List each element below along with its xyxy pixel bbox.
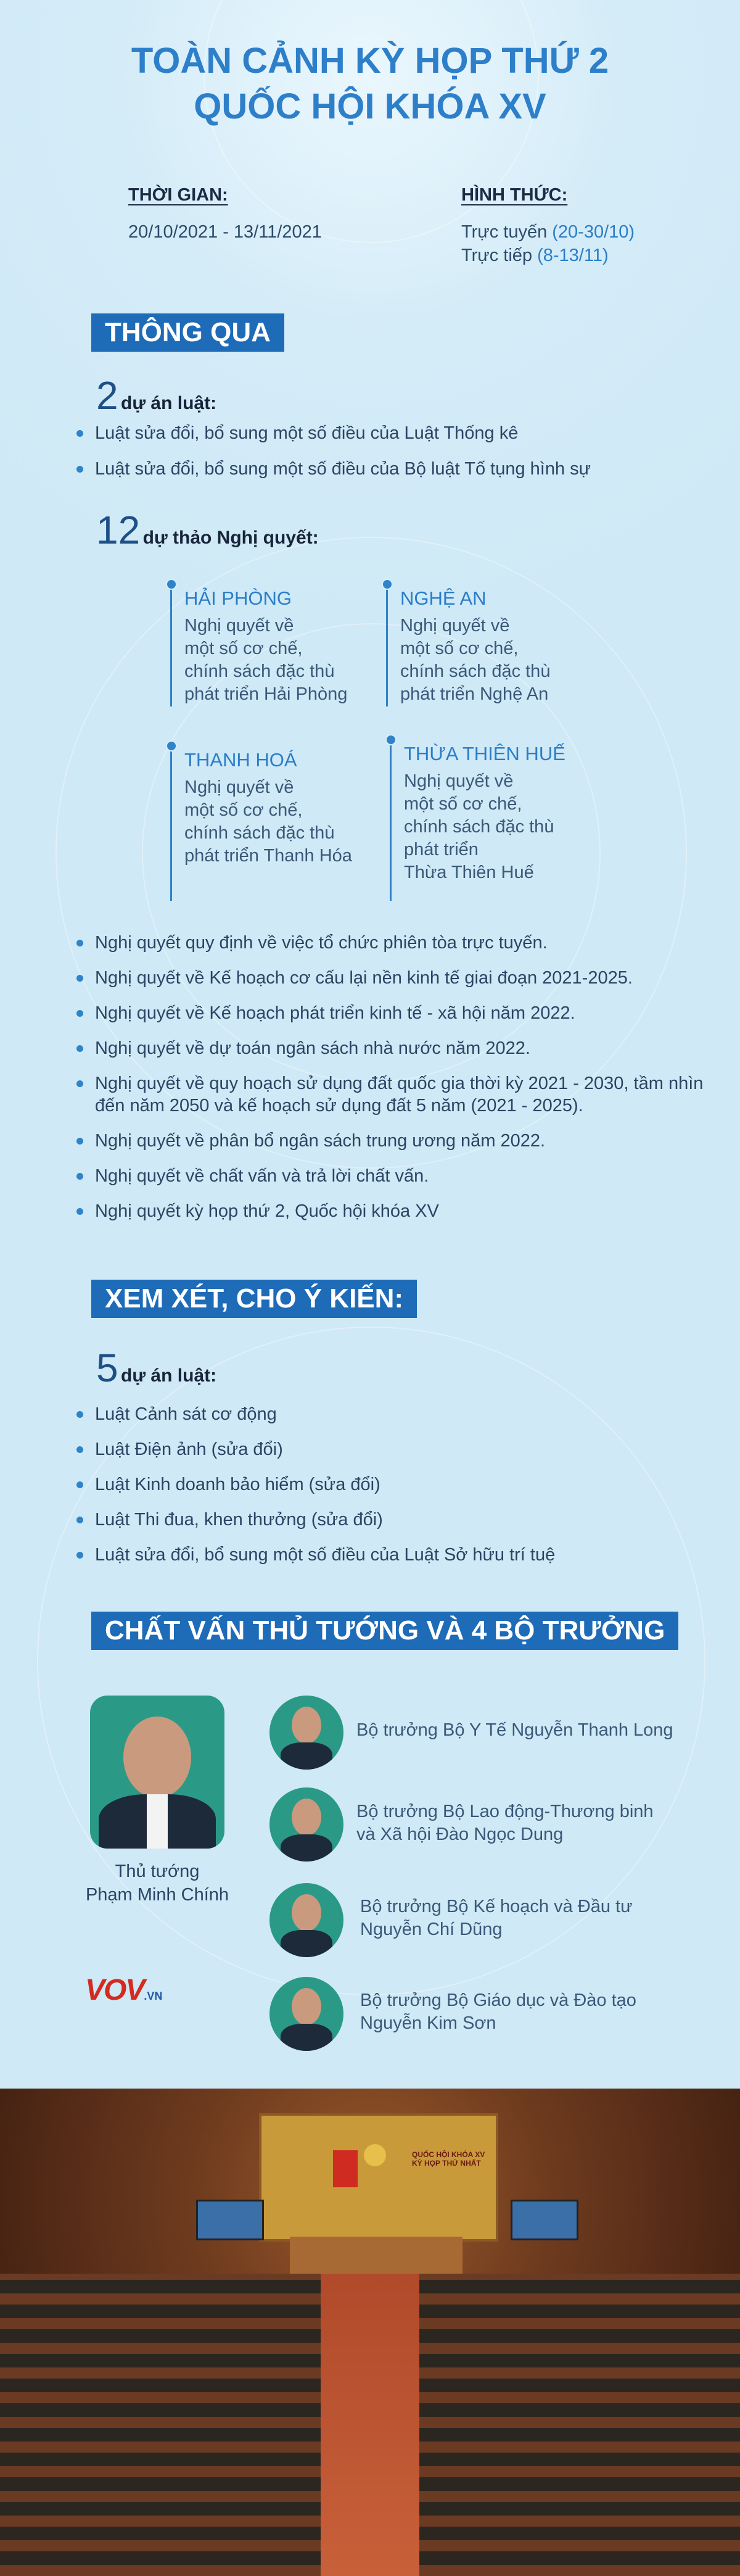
approved-resolutions-count-row: [96, 507, 319, 553]
list-item: Luật Kinh doanh bảo hiểm (sửa đổi): [75, 1473, 692, 1496]
approved-resolutions-list: [75, 932, 704, 1222]
list-item: Luật Thi đua, khen thưởng (sửa đổi): [75, 1509, 692, 1531]
approved-resolutions-label: dự thảo Nghị quyết:: [142, 528, 319, 548]
list-item: Nghị quyết về quy hoạch sử dụng đất quốc gia thời kỳ 2021 - 2030, tầm nhìn đến năm 2050 và kế hoạch sử dụng đất 5 năm (2021 - 2025).: [75, 1072, 705, 1117]
review-laws-count: 5: [96, 1346, 118, 1390]
resolution-card-thanh-hoa: [170, 748, 369, 901]
minister-suit: [281, 1930, 332, 1957]
minister-labour: [356, 1800, 654, 1846]
card-marker: [166, 579, 177, 590]
hall-banner-line-2: KỲ HỌP THỨ NHẤT: [412, 2159, 481, 2168]
logo-suffix: .VN: [144, 1990, 163, 2002]
minister-face: [292, 1988, 321, 2025]
card-marker: [166, 740, 177, 752]
minister-health: [356, 1719, 673, 1742]
minister-education: [360, 1989, 636, 2035]
list-item: Nghị quyết về phân bổ ngân sách trung ương năm 2022.: [75, 1130, 692, 1152]
card-title: THANH HOÁ: [184, 749, 297, 771]
minister-face: [292, 1799, 321, 1836]
approved-heading: THÔNG QUA: [91, 313, 284, 352]
card-title: HẢI PHÒNG: [184, 587, 292, 609]
minister-avatar: [269, 1787, 343, 1862]
pm-caption: [59, 1860, 255, 1907]
resolution-card-hai-phong: [170, 586, 369, 706]
resolution-card-nghe-an: [386, 586, 604, 706]
hall-banner: [412, 2150, 485, 2168]
form-offline-dates: (8-13/11): [537, 246, 609, 265]
stage-backdrop: [259, 2113, 498, 2242]
minister-line-2: Nguyễn Chí Dũng: [360, 1920, 503, 1939]
minister-suit: [281, 1834, 332, 1862]
card-marker: [382, 579, 393, 590]
list-item: Nghị quyết về dự toán ngân sách nhà nước năm 2022.: [75, 1037, 692, 1059]
card-description: Nghị quyết về một số cơ chế, chính sách đặc thù phát triển Hải Phòng: [184, 616, 348, 704]
list-item: Nghị quyết về chất vấn và trả lời chất vấn.: [75, 1165, 692, 1187]
list-item: Luật sửa đổi, bổ sung một số điều của Bộ luật Tố tụng hình sự: [75, 458, 692, 480]
presidium-desk: [290, 2237, 462, 2274]
right-screen: [511, 2200, 578, 2240]
minister-suit: [281, 2024, 332, 2051]
form-offline-text: Trực tiếp: [461, 246, 538, 265]
form-online: [461, 220, 635, 244]
title-line-2: QUỐC HỘI KHÓA XV: [194, 86, 546, 126]
minister-line-1: Bộ trưởng Bộ Lao động-Thương binh: [356, 1802, 654, 1821]
questioning-heading: CHẤT VẤN THỦ TƯỚNG VÀ 4 BỘ TRƯỞNG: [91, 1612, 678, 1650]
approved-resolutions-count: 12: [96, 508, 141, 552]
page-title: [0, 38, 740, 130]
approved-laws-count: 2: [96, 373, 118, 418]
review-laws-count-row: [96, 1345, 216, 1391]
logo-brand: VOV: [85, 1974, 144, 2007]
time-value: 20/10/2021 - 13/11/2021: [128, 222, 322, 242]
national-flag: [333, 2150, 358, 2187]
list-item: Luật Cảnh sát cơ động: [75, 1403, 692, 1425]
minister-line-2: và Xã hội Đào Ngọc Dung: [356, 1824, 564, 1844]
review-heading: XEM XÉT, CHO Ý KIẾN:: [91, 1280, 417, 1318]
minister-avatar: [269, 1977, 343, 2051]
time-label: THỜI GIAN:: [128, 185, 228, 205]
minister-line-2: Nguyễn Kim Sơn: [360, 2013, 496, 2033]
card-description: Nghị quyết về một số cơ chế, chính sách đặc thù phát triển Thừa Thiên Huế: [404, 771, 554, 882]
minister-line-1: Bộ trưởng Bộ Y Tế Nguyễn Thanh Long: [356, 1720, 673, 1740]
list-item: Nghị quyết kỳ họp thứ 2, Quốc hội khóa XV: [75, 1200, 692, 1222]
minister-avatar: [269, 1883, 343, 1957]
list-item: Luật sửa đổi, bổ sung một số điều của Luật Thống kê: [75, 422, 692, 444]
review-laws-label: dự án luật:: [121, 1365, 217, 1386]
review-laws-list: [75, 1403, 692, 1566]
vov-logo: [85, 1973, 162, 2007]
approved-laws-count-row: [96, 373, 216, 418]
left-screen: [196, 2200, 264, 2240]
list-item: Nghị quyết về Kế hoạch cơ cấu lại nền kinh tế giai đoạn 2021-2025.: [75, 967, 692, 989]
approved-laws-list: [75, 422, 692, 480]
minister-line-1: Bộ trưởng Bộ Giáo dục và Đào tạo: [360, 1990, 636, 2010]
card-marker: [385, 734, 397, 745]
form-online-dates: (20-30/10): [552, 222, 635, 242]
list-item: Nghị quyết về Kế hoạch phát triển kinh tế - xã hội năm 2022.: [75, 1002, 692, 1024]
pm-face: [123, 1717, 191, 1798]
approved-laws-label: dự án luật:: [121, 393, 217, 413]
form-online-text: Trực tuyến: [461, 222, 553, 242]
minister-line-1: Bộ trưởng Bộ Kế hoạch và Đầu tư: [360, 1897, 633, 1916]
assembly-hall-photo: [0, 2089, 740, 2576]
card-description: Nghị quyết về một số cơ chế, chính sách đặc thù phát triển Thanh Hóa: [184, 777, 352, 866]
list-item: Luật sửa đổi, bổ sung một số điều của Luật Sở hữu trí tuệ: [75, 1544, 692, 1566]
minister-face: [292, 1894, 321, 1931]
minister-avatar: [269, 1696, 343, 1770]
national-emblem: [364, 2144, 386, 2166]
card-description: Nghị quyết về một số cơ chế, chính sách đặc thù phát triển Nghệ An: [400, 616, 551, 704]
resolution-card-thua-thien-hue: [390, 742, 607, 901]
title-line-1: TOÀN CẢNH KỲ HỌP THỨ 2: [131, 41, 609, 81]
form-offline: [461, 243, 609, 268]
list-item: Luật Điện ảnh (sửa đổi): [75, 1438, 692, 1460]
list-item: Nghị quyết quy định về việc tổ chức phiên tòa trực tuyến.: [75, 932, 692, 954]
card-title: NGHỆ AN: [400, 587, 487, 609]
card-title: THỪA THIÊN HUẾ: [404, 743, 565, 764]
hall-banner-line-1: QUỐC HỘI KHÓA XV: [412, 2150, 485, 2159]
form-label: HÌNH THỨC:: [461, 185, 568, 205]
center-aisle: [321, 2274, 419, 2576]
pm-caption-name: Phạm Minh Chính: [85, 1885, 229, 1905]
pm-portrait: [90, 1696, 224, 1849]
minister-suit: [281, 1742, 332, 1770]
pm-caption-title: Thủ tướng: [115, 1862, 200, 1881]
pm-shirt: [147, 1794, 168, 1849]
minister-face: [292, 1707, 321, 1744]
minister-planning: [360, 1895, 633, 1941]
